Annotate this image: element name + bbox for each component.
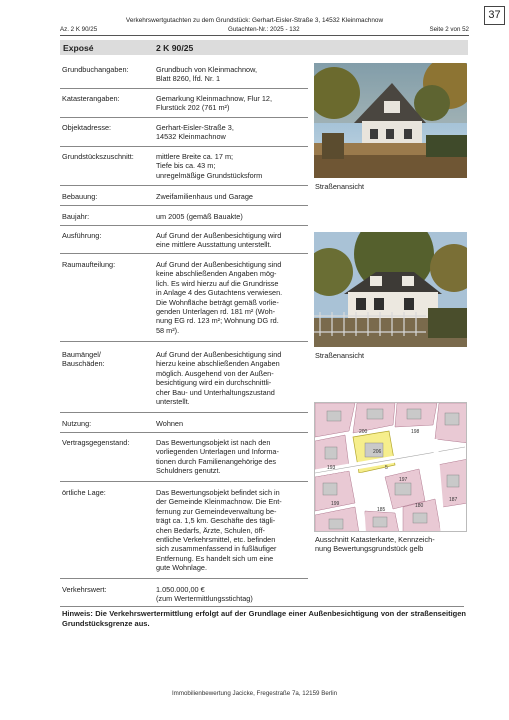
row-divider (60, 606, 464, 607)
value-baujahr: um 2005 (gemäß Bauakte) (156, 212, 243, 221)
value-vertragsgegenstand: Das Bewertungsobjekt ist nach den vorliegenden Unterlagen und Informa- tionen durch Familienangehörige des Schuldners genutzt. (156, 438, 279, 476)
row-divider (60, 432, 308, 433)
row-divider (60, 88, 308, 89)
photo-2-caption: Straßenansicht (315, 351, 365, 360)
row-divider (60, 481, 308, 482)
label-nutzung: Nutzung: (62, 419, 92, 428)
label-zuschnitt: Grundstückszuschnitt: (62, 152, 134, 161)
value-verkehrswert: 1.050.000,00 € (zum Wertermittlungsstichtag) (156, 585, 253, 604)
map-number: 193 (327, 465, 336, 471)
value-objektadresse: Gerhart-Eisler-Straße 3, 14532 Kleinmachnow (156, 123, 234, 142)
map-number: 200 (359, 429, 368, 435)
map-number: 180 (415, 503, 424, 509)
value-baumaengel: Auf Grund der Außenbesichtigung sind hierzu keine abschließenden Angaben möglich. Ausgehend von der Außen- besichtigung wird ein durchschnittli- cher Bau- und Unterhaltungszustand unterstellt. (156, 350, 282, 407)
map-number: 5 (385, 465, 388, 471)
map-number: 187 (449, 497, 458, 503)
expose-header (60, 40, 308, 55)
header-gutachten-nr: Gutachten-Nr.: 2025 - 132 (228, 26, 300, 33)
row-divider (60, 185, 308, 186)
page-number: 37 (484, 6, 505, 25)
expose-label: Exposé (63, 43, 94, 53)
value-raumaufteilung: Auf Grund der Außenbesichtigung sind keine abschließenden Angaben mög- lich. Es wird hierzu auf die Grundrisse in Anlage 4 des Gutachtens verwiesen. Die Wohnfläche beträgt gemäß vorlie- genden Unterlagen rd. 181 m² (Woh- nung EG rd. 123 m²; Wohnung DG rd. 58 m²). (156, 260, 283, 335)
row-divider (60, 341, 308, 342)
header-seite: Seite 2 von 52 (429, 26, 469, 33)
row-divider (60, 205, 308, 206)
label-verkehrswert: Verkehrswert: (62, 585, 107, 594)
row-divider (60, 146, 308, 147)
map-number: 185 (377, 507, 386, 513)
row-divider (60, 412, 308, 413)
value-kataster: Gemarkung Kleinmachnow, Flur 12, Flurstück 202 (761 m²) (156, 94, 272, 113)
report-title: Verkehrswertgutachten zu dem Grundstück: Gerhart-Eisler-Straße 3, 14532 Kleinmachnow (125, 17, 384, 24)
label-vertragsgegenstand: Vertragsgegenstand: (62, 438, 130, 447)
hint-text: Hinweis: Die Verkehrswertermittlung erfolgt auf der Grundlage einer Außenbesichtigung von der straßenseitigen Grundstücksgrenze aus. (62, 609, 466, 628)
map-number: 199 (331, 501, 340, 507)
label-raumaufteilung: Raumaufteilung: (62, 260, 116, 269)
header-meta (60, 26, 469, 35)
label-ausfuehrung: Ausführung: (62, 231, 102, 240)
label-baumaengel: Baumängel/ Bauschäden: (62, 350, 105, 369)
map-number: 197 (399, 477, 408, 483)
header-divider (60, 35, 469, 36)
street-view-photo-2 (314, 232, 467, 347)
label-kataster: Katasterangaben: (62, 94, 120, 103)
map-caption: Ausschnitt Katasterkarte, Kennzeich- nung Bewertungsgrundstück gelb (315, 535, 435, 554)
row-divider (60, 225, 308, 226)
label-oertliche-lage: örtliche Lage: (62, 488, 106, 497)
header-az: Az. 2 K 90/25 (60, 26, 98, 33)
row-divider (60, 253, 308, 254)
value-grundbuch: Grundbuch von Kleinmachnow, Blatt 8260, lfd. Nr. 1 (156, 65, 258, 84)
row-divider (60, 578, 308, 579)
map-number: 206 (373, 449, 382, 455)
street-view-photo-1 (314, 63, 467, 178)
value-bebauung: Zweifamilienhaus und Garage (156, 192, 253, 201)
cadastral-map (314, 402, 467, 532)
photo-1-caption: Straßenansicht (315, 182, 365, 191)
value-nutzung: Wohnen (156, 419, 184, 428)
value-zuschnitt: mittlere Breite ca. 17 m; Tiefe bis ca. 43 m; unregelmäßige Grundstücksform (156, 152, 263, 180)
footer: Immobilienbewertung Jacicke, Fregestraße 7a, 12159 Berlin (171, 690, 338, 697)
expose-value: 2 K 90/25 (156, 43, 194, 53)
label-objektadresse: Objektadresse: (62, 123, 112, 132)
value-ausfuehrung: Auf Grund der Außenbesichtigung wird eine mittlere Ausstattung unterstellt. (156, 231, 282, 250)
label-bebauung: Bebauung: (62, 192, 98, 201)
label-baujahr: Baujahr: (62, 212, 90, 221)
value-oertliche-lage: Das Bewertungsobjekt befindet sich in der Gemeinde Kleinmachnow. Die Ent- fernung zur Gemeindeverwaltung be- trägt ca. 1,5 km. Geschäfte des tägli- chen Bedarfs, Ärzte, Schulen, öff- entliche Verkehrsmittel, etc. befinden sich zusammenfassend in fußläufiger Entfernung. Es handelt sich um eine gute Wohnlage. (156, 488, 282, 573)
map-number: 198 (411, 429, 420, 435)
row-divider (60, 117, 308, 118)
expose-header-extension (308, 40, 468, 55)
label-grundbuch: Grundbuchangaben: (62, 65, 129, 74)
